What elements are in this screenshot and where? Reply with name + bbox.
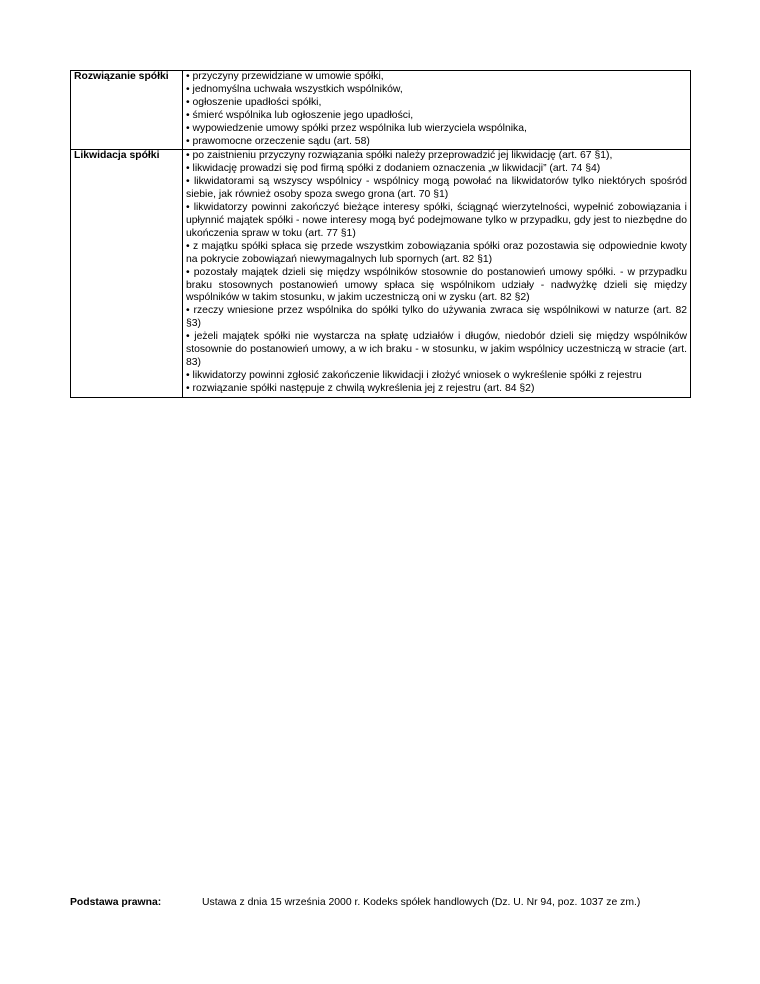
row-label-liquidation: Likwidacja spółki: [71, 150, 183, 397]
list-item: • pozostały majątek dzieli się między wspólników stosownie do postanowień umowy spółki. - w przypadku braku stosownych postanowień umowy spłaca się wspólnikom udziały - nadwyżkę dzieli się między wspólników w takim stosunku, w jakim uczestniczą oni w zysku (art. 82 §2): [186, 266, 687, 304]
list-item: • likwidatorzy powinni zgłosić zakończenie likwidacji i złożyć wniosek o wykreślenie spółki z rejestru: [186, 369, 642, 381]
list-item: • po zaistnieniu przyczyny rozwiązania spółki należy przeprowadzić jej likwidację (art. 67 §1),: [186, 150, 613, 162]
list-item: • śmierć wspólnika lub ogłoszenie jego upadłości,: [186, 109, 414, 121]
list-item: • przyczyny przewidziane w umowie spółki,: [186, 71, 384, 82]
list-item: • likwidatorzy powinni zakończyć bieżące interesy spółki, ściągnąć wierzytelności, wypełnić zobowiązania i upłynnić majątek spółki - nowe interesy mogą być podejmowane tylko w przypadku, gdy jest to niezbędne do ukończenia spraw w toku (art. 77 §1): [186, 202, 687, 239]
row-label-dissolution: Rozwiązanie spółki: [71, 71, 183, 150]
legal-basis-label: Podstawa prawna:: [70, 897, 162, 908]
row-content-liquidation: [183, 150, 691, 397]
list-item: • prawomocne orzeczenie sądu (art. 58): [186, 135, 370, 147]
legal-summary-table: [70, 70, 691, 398]
list-item: • jeżeli majątek spółki nie wystarcza na spłatę udziałów i długów, niedobór dzieli się między wspólników stosownie do postanowień umowy, a w ich braku - w stosunku, w jakim wspólnicy uczestniczą w stracie (art. 83): [186, 331, 687, 368]
legal-basis-text: Ustawa z dnia 15 września 2000 r. Kodeks spółek handlowych (Dz. U. Nr 94, poz. 1037 ze zm.): [202, 897, 641, 908]
list-item: • ogłoszenie upadłości spółki,: [186, 96, 322, 108]
list-item: • wypowiedzenie umowy spółki przez wspólnika lub wierzyciela wspólnika,: [186, 122, 527, 134]
list-item: • rozwiązanie spółki następuje z chwilą wykreślenia jej z rejestru (art. 84 §2): [186, 382, 535, 394]
list-item: • z majątku spółki spłaca się przede wszystkim zobowiązania spółki oraz pozostawia się odpowiednie kwoty na pokrycie zobowiązań niewymagalnych lub spornych (art. 82 §1): [186, 240, 687, 265]
list-item: • likwidatorami są wszyscy wspólnicy - wspólnicy mogą powołać na likwidatorów tylko niektórych spośród siebie, jak również osoby spoza swego grona (art. 70 §1): [186, 176, 687, 201]
table-row-dissolution: [71, 71, 691, 150]
table-row-liquidation: [71, 150, 691, 397]
list-item: • rzeczy wniesione przez wspólnika do spółki tylko do używania zwraca się wspólnikowi w naturze (art. 82 §3): [186, 305, 687, 330]
list-item: • jednomyślna uchwała wszystkich wspólników,: [186, 83, 403, 95]
row-content-dissolution: [183, 71, 691, 150]
list-item: • likwidację prowadzi się pod firmą spółki z dodaniem oznaczenia „w likwidacji” (art. 74 §4): [186, 163, 601, 175]
